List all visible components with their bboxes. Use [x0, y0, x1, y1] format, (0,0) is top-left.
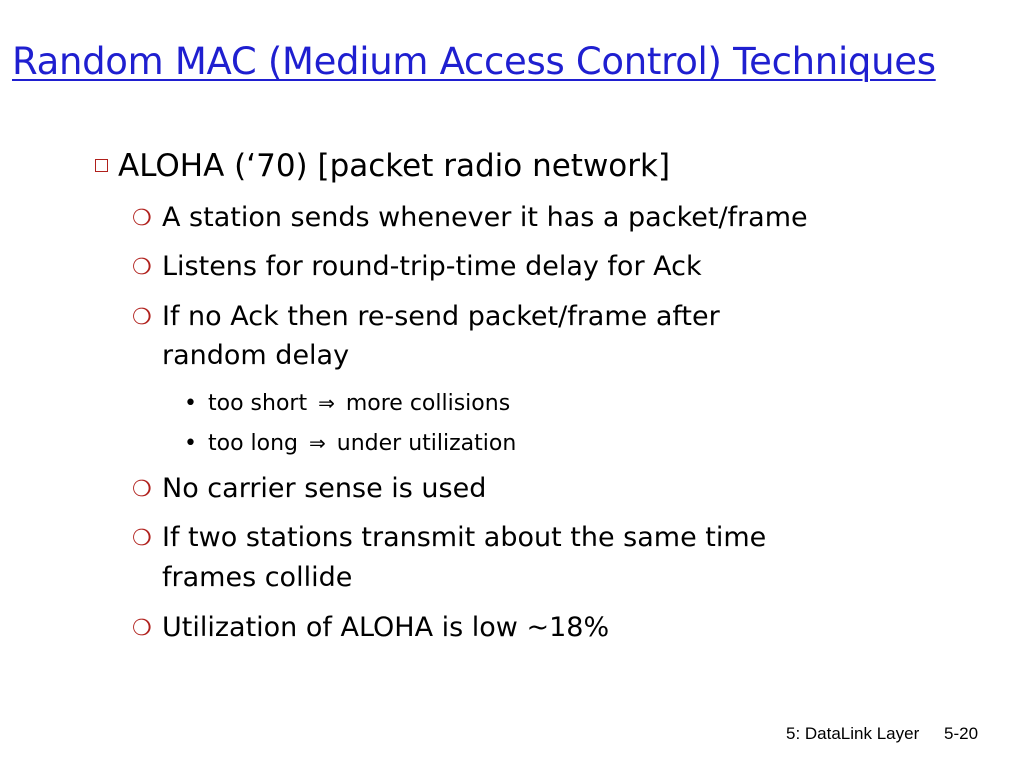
- hollow-circle-bullet-icon: ❍: [132, 477, 152, 502]
- bullet-text: Utilization of ALOHA is low ~18%: [162, 612, 610, 643]
- sub-bullet-after: more collisions: [345, 391, 511, 416]
- hollow-circle-bullet-icon: ❍: [132, 255, 152, 280]
- sub-bullet-before: too short: [208, 391, 308, 416]
- bullet-item: [132, 612, 610, 643]
- bullet-item-aloha: [118, 148, 670, 184]
- sub-bullet-item: [184, 391, 511, 416]
- bullet-item: [132, 202, 808, 233]
- hollow-circle-bullet-icon: ❍: [132, 305, 152, 330]
- slide-title: Random MAC (Medium Access Control) Techniques: [12, 40, 936, 83]
- footer-page-number: 5-20: [944, 724, 979, 743]
- hollow-circle-bullet-icon: ❍: [132, 616, 152, 641]
- dot-bullet-icon: •: [184, 431, 197, 456]
- bullet-item-continuation: [162, 562, 352, 593]
- sub-bullet-item: [184, 431, 517, 456]
- bullet-text: Listens for round-trip-time delay for Ack: [162, 251, 702, 282]
- sub-bullet-before: too long: [208, 431, 299, 456]
- footer-chapter: 5: DataLink Layer: [786, 724, 920, 743]
- square-bullet-icon: [95, 159, 108, 172]
- bullet-text: A station sends whenever it has a packet/frame: [162, 202, 808, 233]
- bullet-item: [132, 522, 767, 553]
- hollow-circle-bullet-icon: ❍: [132, 206, 152, 231]
- bullet-text: No carrier sense is used: [162, 473, 487, 504]
- dot-bullet-icon: •: [184, 391, 197, 416]
- hollow-circle-bullet-icon: ❍: [132, 526, 152, 551]
- bullet-text-line2: frames collide: [162, 562, 353, 593]
- bullet-item: [132, 473, 487, 504]
- implies-arrow-icon: ⇒: [318, 391, 335, 415]
- implies-arrow-icon: ⇒: [309, 431, 326, 455]
- bullet-text-line2: random delay: [162, 340, 350, 371]
- bullet-item: [132, 251, 702, 282]
- bullet-text-line1: If two stations transmit about the same time: [162, 522, 767, 553]
- bullet-item: [132, 301, 720, 332]
- bullet-item-continuation: [162, 340, 349, 371]
- sub-bullet-after: under utilization: [336, 431, 517, 456]
- bullet-text-line1: If no Ack then re-send packet/frame after: [162, 301, 720, 332]
- bullet-text: ALOHA (‘70) [packet radio network]: [118, 148, 671, 184]
